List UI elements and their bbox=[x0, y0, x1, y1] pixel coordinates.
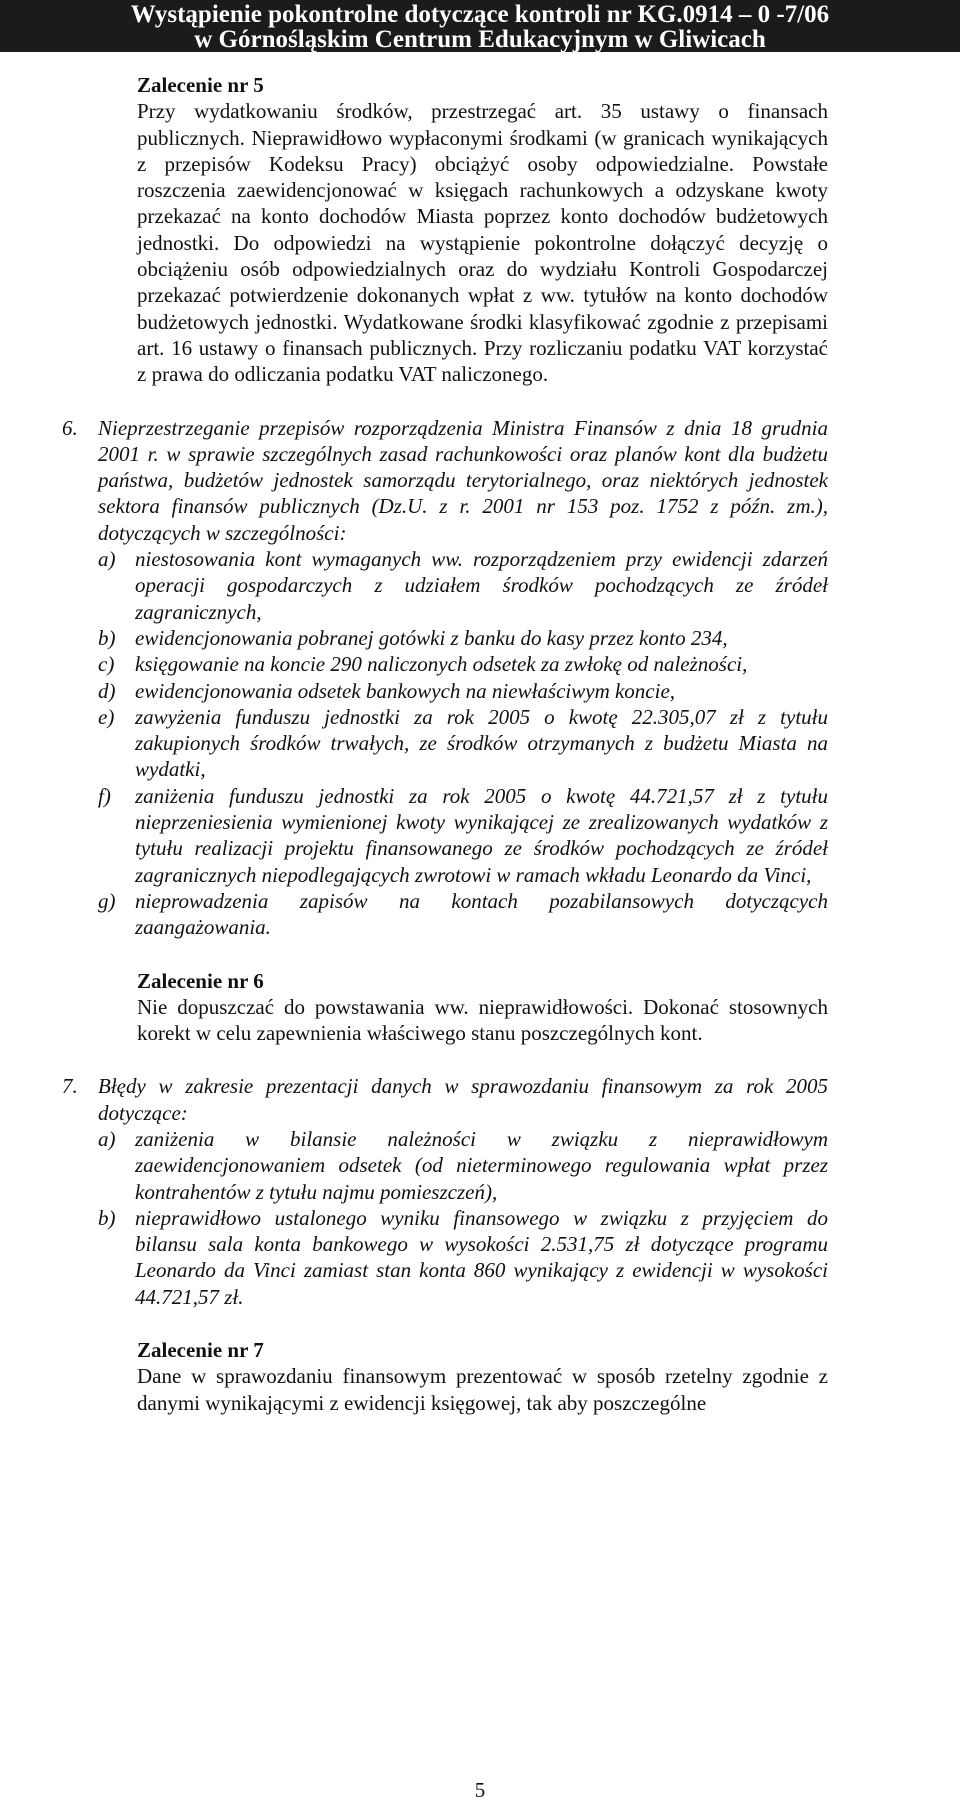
section-6-number: 6. bbox=[62, 415, 78, 440]
item-text: nieprowadzenia zapisów na kontach pozabilansowych dotyczących zaangażowania. bbox=[135, 888, 828, 940]
recommendation-5 bbox=[137, 72, 828, 388]
item-label: c) bbox=[98, 652, 115, 677]
item-label: e) bbox=[98, 704, 115, 729]
item-text: zaniżenia w bilansie należności w związku z nieprawidłowym zaewidencjonowaniem odsetek (od nieterminowego regulowania wpłat przez kontrahentów z tytułu najmu pomieszczeń), bbox=[135, 1126, 828, 1204]
section-6-item-f bbox=[98, 783, 828, 888]
section-6-item-g bbox=[98, 888, 828, 941]
section-6-intro: Nieprzestrzeganie przepisów rozporządzenia Ministra Finansów z dnia 18 grudnia 2001 r. w sprawie szczególnych zasad rachunkowości oraz planów kont dla budżetu państwa, budżetów jednostek samorządu terytorialnego, oraz niektórych jednostek sektora finansów publicznych (Dz.U. z r. 2001 nr 153 poz. 1752 z późn. zm.), dotyczących w szczególności: bbox=[98, 415, 828, 545]
recommendation-7-title: Zalecenie nr 7 bbox=[137, 1338, 264, 1363]
section-6 bbox=[62, 415, 828, 941]
section-7-intro: Błędy w zakresie prezentacji danych w sprawozdaniu finansowym za rok 2005 dotyczące: bbox=[98, 1074, 828, 1125]
item-text: ewidencjonowania odsetek bankowych na niewłaściwym koncie, bbox=[135, 678, 676, 703]
section-6-item-b bbox=[98, 625, 828, 651]
recommendation-6 bbox=[137, 968, 828, 1047]
header-line-1: Wystąpienie pokontrolne dotyczące kontroli nr KG.0914 – 0 -7/06 bbox=[130, 1, 830, 28]
section-7 bbox=[62, 1073, 828, 1310]
page-body bbox=[62, 72, 828, 1416]
recommendation-7 bbox=[137, 1337, 828, 1416]
item-text: zawyżenia funduszu jednostki za rok 2005 o kwotę 22.305,07 zł z tytułu zakupionych środków trwałych, ze środków otrzymanych z budżetu Miasta na wydatki, bbox=[135, 704, 828, 782]
document-header bbox=[0, 0, 960, 52]
header-line-2: w Górnośląskim Centrum Edukacyjnym w Gliwicach bbox=[194, 26, 766, 53]
section-6-item-c bbox=[98, 651, 828, 677]
item-text: zaniżenia funduszu jednostki za rok 2005 o kwotę 44.721,57 zł z tytułu nieprzeniesienia wymienionej kwoty wynikającej ze zrealizowanych wydatków z tytułu realizacji projektu finansowanego ze środków pochodzących ze źródeł zagranicznych niepodlegających zwrotowi w ramach wkładu Leonardo da Vinci, bbox=[135, 783, 828, 887]
item-label: g) bbox=[98, 888, 116, 913]
section-7-number: 7. bbox=[62, 1074, 78, 1099]
recommendation-5-text: Przy wydatkowaniu środków, przestrzegać art. 35 ustawy o finansach publicznych. Nieprawidłowo wypłaconymi środkami (w granicach wynikających z przepisów Kodeksu Pracy) obciążyć osoby odpowiedzialne. Powstałe roszczenia zaewidencjonować w księgach rachunkowych a odzyskane kwoty przekazać na konto dochodów Miasta poprzez konto dochodów budżetowych jednostki. Do odpowiedzi na wystąpienie pokontrolne dołączyć decyzję o obciążeniu osób odpowiedzialnych oraz do wydziału Kontroli Gospodarczej przekazać potwierdzenie dokonanych wpłat z ww. tytułów na konto dochodów budżetowych jednostki. Wydatkowane środki klasyfikować zgodnie z przepisami art. 16 ustawy o finansach publicznych. Przy rozliczaniu podatku VAT korzystać z prawa do odliczania podatku VAT naliczonego. bbox=[137, 99, 828, 387]
section-7-item-b bbox=[98, 1205, 828, 1310]
section-6-item-e bbox=[98, 704, 828, 783]
item-text: księgowanie na koncie 290 naliczonych odsetek za zwłokę od należności, bbox=[135, 652, 748, 677]
page-number: 5 bbox=[474, 1778, 486, 1802]
item-text: ewidencjonowania pobranej gotówki z banku do kasy przez konto 234, bbox=[135, 625, 728, 650]
item-label: b) bbox=[98, 1205, 116, 1230]
item-label: d) bbox=[98, 678, 116, 703]
recommendation-6-text: Nie dopuszczać do powstawania ww. nieprawidłowości. Dokonać stosownych korekt w celu zapewnienia właściwego stanu poszczególnych kont. bbox=[137, 994, 828, 1046]
section-7-item-a bbox=[98, 1126, 828, 1205]
item-label: a) bbox=[98, 1126, 116, 1151]
item-text: nieprawidłowo ustalonego wyniku finansowego w związku z przyjęciem do bilansu sala konta bankowego w wysokości 2.531,75 zł dotyczące programu Leonardo da Vinci zamiast stan konta 860 wynikający z ewidencji w wysokości 44.721,57 zł. bbox=[135, 1205, 828, 1309]
item-text: niestosowania kont wymaganych ww. rozporządzeniem przy ewidencji zdarzeń operacji gospodarczych z udziałem środków pochodzących ze źródeł zagranicznych, bbox=[135, 547, 828, 624]
recommendation-6-title: Zalecenie nr 6 bbox=[137, 968, 264, 993]
recommendation-5-title: Zalecenie nr 5 bbox=[137, 73, 264, 97]
section-6-item-d bbox=[98, 678, 828, 704]
item-label: b) bbox=[98, 625, 116, 650]
section-6-item-a bbox=[98, 546, 828, 625]
item-label: a) bbox=[98, 547, 116, 572]
recommendation-7-text: Dane w sprawozdaniu finansowym prezentować w sposób rzetelny zgodnie z danymi wynikającymi z ewidencji księgowej, tak aby poszczególne bbox=[137, 1364, 828, 1415]
item-label: f) bbox=[98, 783, 111, 808]
